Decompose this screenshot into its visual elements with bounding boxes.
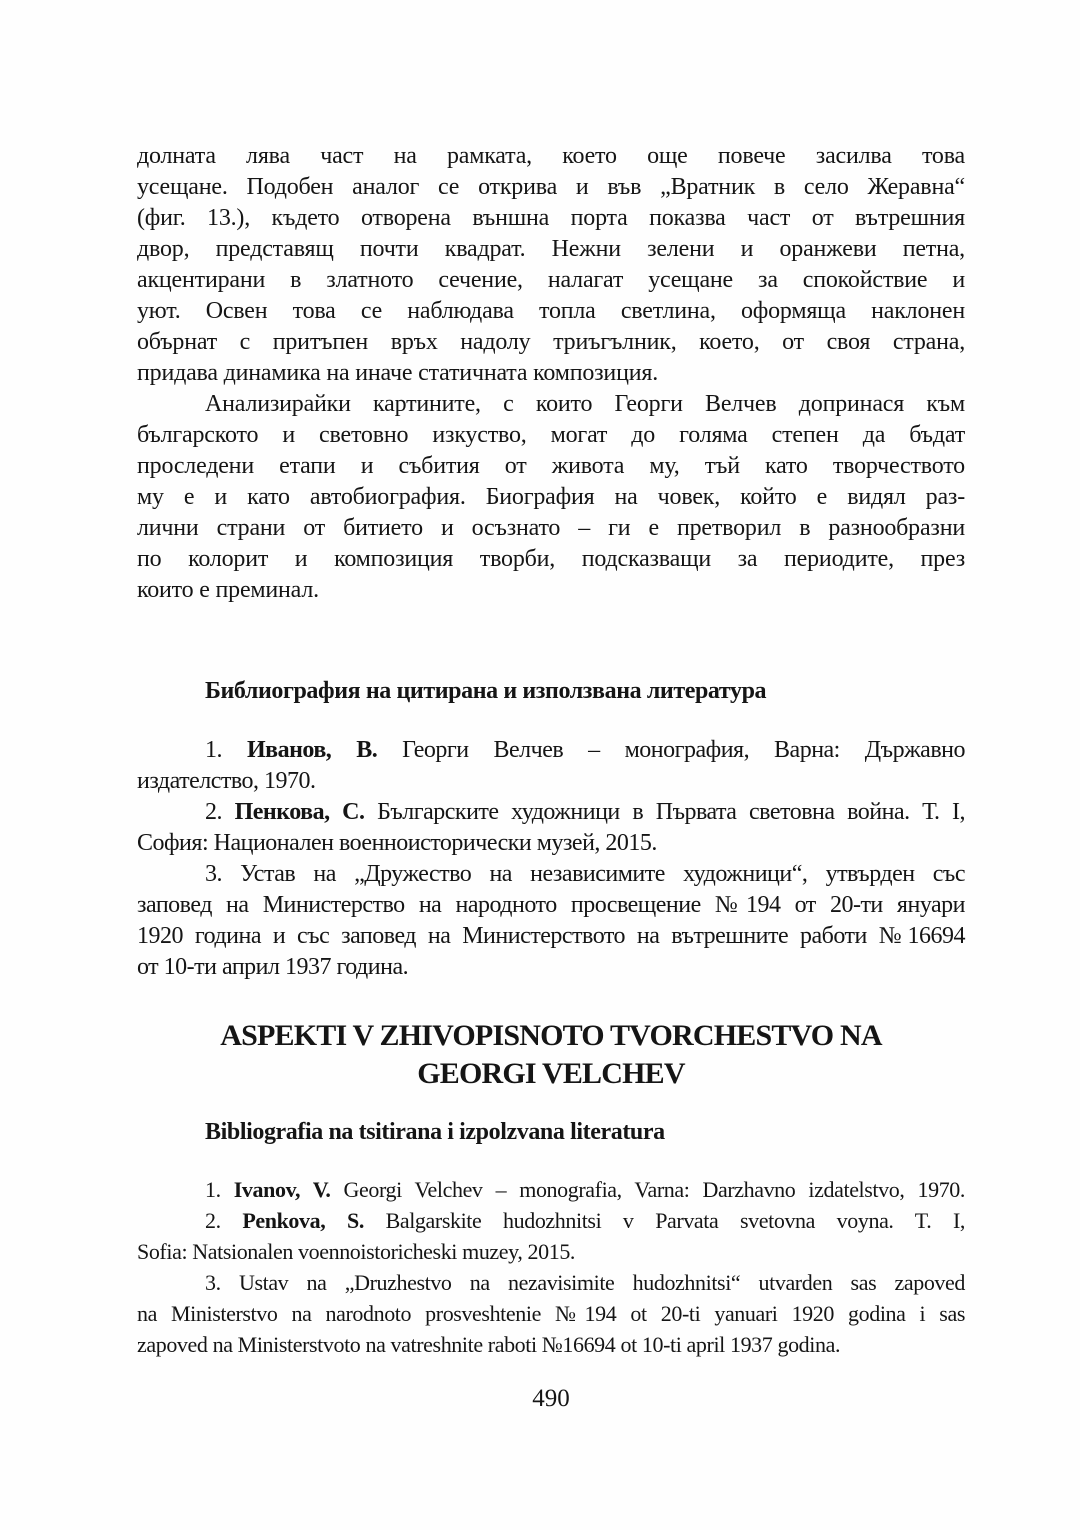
text-line: лични страни от битието и осъзнато – ги е претворил в разнообразни [137, 515, 965, 541]
bib-item-line: издателство, 1970. [137, 768, 316, 794]
bib-item-number: 1. [205, 1177, 234, 1202]
bib-item-line: zapoved na Ministerstvoto na vatreshnite raboti №16694 ot 10-ti april 1937 godina. [137, 1332, 841, 1357]
bibliography-list-lat [137, 1174, 965, 1360]
text-line: акцентирани в златното сечение, налагат усещане за спокойствие и [137, 267, 965, 293]
bib-item-line: 3. Устав на „Дружество на независимите художници“, утвърден със [205, 861, 965, 887]
bibliography-list-bg [137, 735, 965, 983]
bibliography-heading-lat: Bibliografia na tsitirana i izpolzvana literatura [205, 1119, 665, 1145]
bib-item-line: от 10-ти април 1937 година. [137, 954, 409, 980]
bib-item-number: 1. [205, 737, 247, 763]
text-line: които е преминал. [137, 577, 319, 603]
bib-item-text: Georgi Velchev – monografia, Varna: Darzhavno izdatelstvo, 1970. [330, 1177, 965, 1202]
article-title [137, 1017, 965, 1093]
article-title-line-1: ASPEKTI V ZHIVOPISNOTO TVORCHESTVO NA [220, 1019, 882, 1052]
bib-item-author: Пенкова, С. [234, 799, 365, 825]
text-line: усещане. Подобен аналог се открива и във „Вратник в село Жеравна“ [137, 174, 965, 200]
text-line: по колорит и композиция творби, подсказващи за периодите, през [137, 546, 965, 572]
text-line: българското и световно изкуство, могат до голяма степен да бъдат [137, 422, 965, 448]
bib-item-author: Penkova, S. [242, 1208, 364, 1233]
bib-item-line [137, 1205, 965, 1236]
text-line: проследени етапи и събития от живота му, тъй като творчеството [137, 453, 965, 479]
bib-item-text: Българските художници в Първата световна война. Т. I, [364, 799, 966, 825]
text-line: (фиг. 13.), където отворена външна порта показва част от вътрешния [137, 205, 965, 231]
text-line: двор, представящ почти квадрат. Нежни зелени и оранжеви петна, [137, 236, 965, 262]
bib-item-number: 2. [205, 799, 235, 825]
text-line: долната лява част на рамката, което още повече засилва това [137, 143, 965, 169]
bib-item-line: Sofia: Natsionalen voennoistoricheski muzey, 2015. [137, 1239, 576, 1264]
text-line: обърнат с притъпен връх надолу триъгълник, което, от своя страна, [137, 329, 965, 355]
bib-item-line: 1920 година и със заповед на Министерството на вътрешните работи №16694 [137, 923, 965, 949]
bib-item-number: 2. [205, 1208, 243, 1233]
bib-item-3-bg [137, 859, 965, 983]
bib-item-1-bg [137, 735, 965, 797]
bib-item-3-lat [137, 1267, 965, 1360]
bibliography-heading-bg: Библиография на цитирана и използвана литература [205, 678, 767, 704]
paragraph-2 [137, 389, 965, 606]
text-line: Анализирайки картините, с които Георги Велчев допринася към [205, 391, 965, 417]
bib-item-1-lat [137, 1174, 965, 1205]
bib-item-line: заповед на Министерство на народното просвещение №194 от 20-ти януари [137, 892, 965, 918]
bib-item-line [137, 797, 965, 828]
bib-item-author: Иванов, В. [246, 737, 378, 763]
bib-item-line: na Ministerstvo na narodnoto prosveshtenie №194 ot 20-ti yanuari 1920 godina i sas [137, 1301, 965, 1326]
bib-item-line: София: Национален военноисторически музей, 2015. [137, 830, 657, 856]
bib-item-text: Георги Велчев – монография, Варна: Държавно [377, 737, 965, 763]
bib-item-2-bg [137, 797, 965, 859]
page-number: 490 [532, 1385, 570, 1412]
text-line: придава динамика на иначе статичната композиция. [137, 360, 658, 386]
bib-item-text: Balgarskite hudozhnitsi v Parvata svetovna voyna. T. I, [363, 1208, 965, 1233]
bib-item-line [137, 1174, 965, 1205]
bib-item-2-lat [137, 1205, 965, 1267]
paragraph-1 [137, 141, 965, 389]
bib-item-line: 3. Ustav na „Druzhestvo na nezavisimite hudozhnitsi“ utvarden sas zapoved [205, 1270, 965, 1295]
text-line: му е и като автобиография. Биография на човек, който е видял раз- [137, 484, 965, 510]
text-line: уют. Освен това се наблюдава топла светлина, оформяща наклонен [137, 298, 965, 324]
bib-item-line [137, 735, 965, 766]
bib-item-author: Ivanov, V. [233, 1177, 331, 1202]
article-title-line-2: GEORGI VELCHEV [417, 1057, 685, 1090]
